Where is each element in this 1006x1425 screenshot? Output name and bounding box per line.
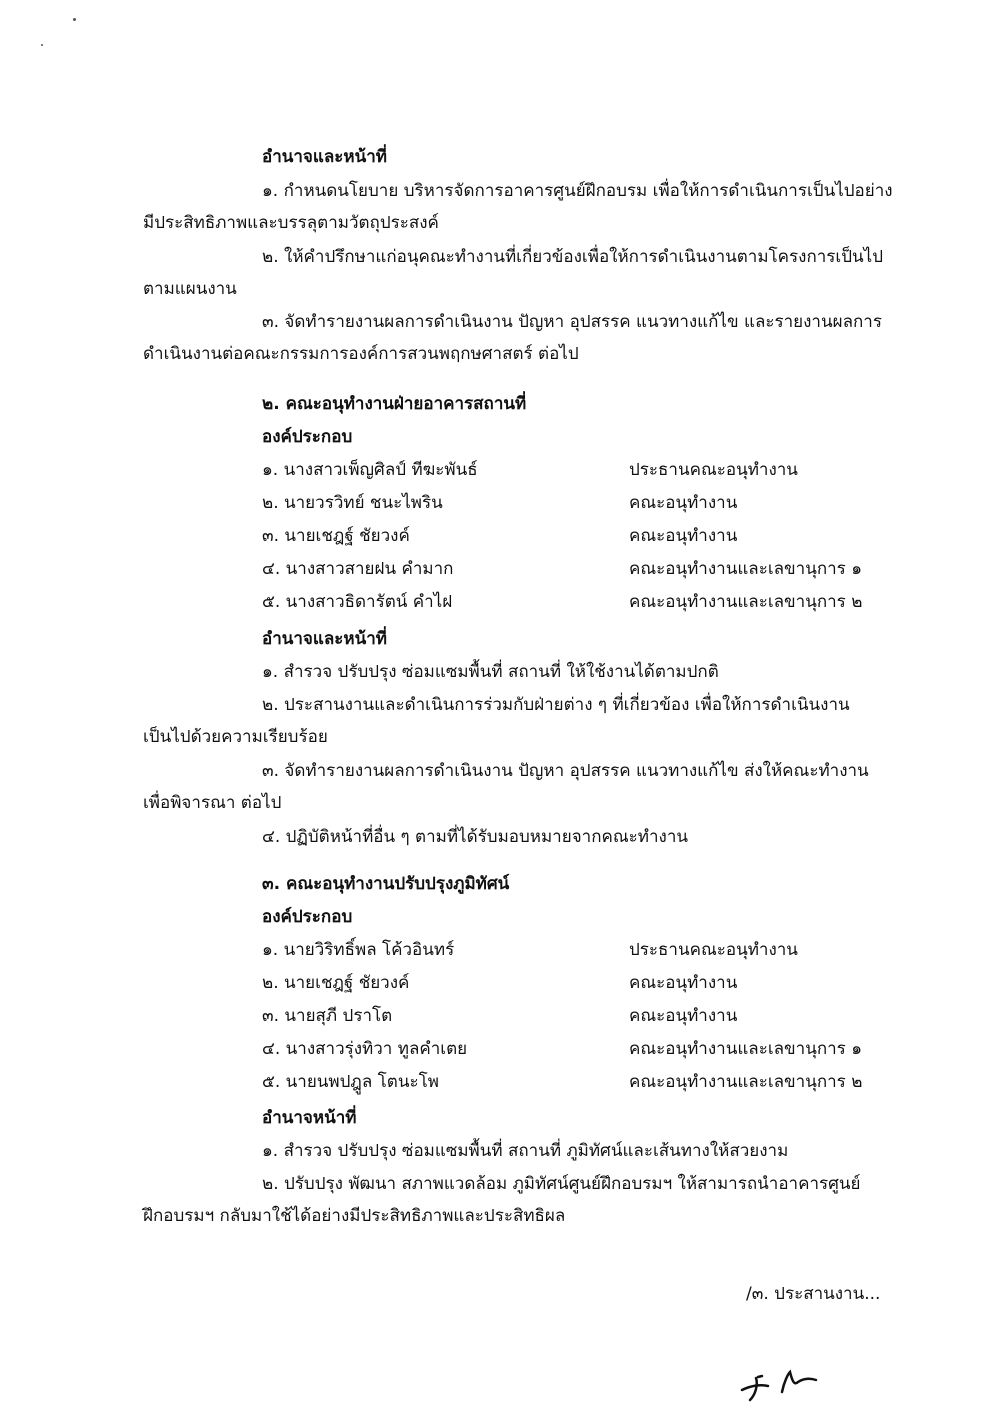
scan-speck xyxy=(41,44,43,46)
s3-member-4-role: คณะอนุทำงานและเลขานุการ ๑ xyxy=(629,1039,863,1059)
s2-duty-3-line-1: ๓. จัดทำรายงานผลการดำเนินงาน ปัญหา อุปสรรค แนวทางแก้ไข ส่งให้คณะทำงาน xyxy=(262,761,869,781)
s3-duty-1-line-1: ๑. สำรวจ ปรับปรุง ซ่อมแซมพื้นที่ สถานที่ ภูมิทัศน์และเส้นทางให้สวยงาม xyxy=(262,1141,789,1161)
s3-member-1-role: ประธานคณะอนุทำงาน xyxy=(629,940,798,960)
s1-duty-2-line-2: ตามแผนงาน xyxy=(143,279,237,299)
s1-duty-3-line-2: ดำเนินงานต่อคณะกรรมการองค์การสวนพฤกษศาสตร์ ต่อไป xyxy=(143,344,579,364)
s3-member-4-name: ๔. นางสาวรุ่งทิวา ทูลคำเตย xyxy=(262,1039,468,1059)
s2-member-1-role: ประธานคณะอนุทำงาน xyxy=(629,460,798,480)
s1-duty-2-line-1: ๒. ให้คำปรึกษาแก่อนุคณะทำงานที่เกี่ยวข้องเพื่อให้การดำเนินงานตามโครงการเป็นไป xyxy=(262,247,883,267)
s2-member-4-name: ๔. นางสาวสายฝน คำมาก xyxy=(262,559,454,579)
s1-duty-1-line-2: มีประสิทธิภาพและบรรลุตามวัตถุประสงค์ xyxy=(143,213,439,233)
s1-duty-1-line-1: ๑. กำหนดนโยบาย บริหารจัดการอาคารศูนย์ฝึกอบรม เพื่อให้การดำเนินการเป็นไปอย่าง xyxy=(262,181,893,201)
s3-duties-title: อำนาจหน้าที่ xyxy=(262,1108,357,1128)
s2-member-5-name: ๕. นางสาวธิดารัตน์ คำไฝ xyxy=(262,592,453,612)
scan-speck xyxy=(73,18,76,21)
s2-duty-2-line-2: เป็นไปด้วยความเรียบร้อย xyxy=(143,727,328,747)
s3-member-1-name: ๑. นายวิริทธิ์พล โค้วอินทร์ xyxy=(262,940,455,960)
s2-member-3-role: คณะอนุทำงาน xyxy=(629,526,738,546)
s2-duty-4-line-1: ๔. ปฏิบัติหน้าที่อื่น ๆ ตามที่ได้รับมอบหมายจากคณะทำงาน xyxy=(262,827,688,847)
s3-member-3-name: ๓. นายสุภี ปราโต xyxy=(262,1006,393,1026)
s3-member-5-name: ๕. นายนพปฎูล โตนะโพ xyxy=(262,1072,439,1092)
s2-duty-2-line-1: ๒. ประสานงานและดำเนินการร่วมกับฝ่ายต่าง ๆ ที่เกี่ยวข้อง เพื่อให้การดำเนินงาน xyxy=(262,695,850,715)
s2-title: ๒. คณะอนุทำงานฝ่ายอาคารสถานที่ xyxy=(262,394,527,414)
s3-member-5-role: คณะอนุทำงานและเลขานุการ ๒ xyxy=(629,1072,863,1092)
s3-composition-title: องค์ประกอบ xyxy=(262,907,353,927)
s2-duty-3-line-2: เพื่อพิจารณา ต่อไป xyxy=(143,793,282,813)
s3-duty-2-line-1: ๒. ปรับปรุง พัฒนา สภาพแวดล้อม ภูมิทัศน์ศูนย์ฝึกอบรมฯ ให้สามารถนำอาคารศูนย์ xyxy=(262,1174,861,1194)
s2-member-4-role: คณะอนุทำงานและเลขานุการ ๑ xyxy=(629,559,863,579)
s2-member-3-name: ๓. นายเชฎฐ์ ชัยวงค์ xyxy=(262,526,410,546)
s2-member-2-name: ๒. นายวรวิทย์ ชนะไพริน xyxy=(262,493,443,513)
s2-duty-1-line-1: ๑. สำรวจ ปรับปรุง ซ่อมแซมพื้นที่ สถานที่ ให้ใช้งานได้ตามปกติ xyxy=(262,662,719,682)
s2-member-2-role: คณะอนุทำงาน xyxy=(629,493,738,513)
s2-member-5-role: คณะอนุทำงานและเลขานุการ ๒ xyxy=(629,592,863,612)
s2-member-1-name: ๑. นางสาวเพ็ญศิลป์ ทีฆะพันธ์ xyxy=(262,460,478,480)
s3-member-3-role: คณะอนุทำงาน xyxy=(629,1006,738,1026)
s1-duties-title: อำนาจและหน้าที่ xyxy=(262,147,387,167)
signature-initials xyxy=(738,1368,818,1402)
s3-member-2-name: ๒. นายเชฎฐ์ ชัยวงค์ xyxy=(262,973,410,993)
s2-duties-title: อำนาจและหน้าที่ xyxy=(262,629,387,649)
s1-duty-3-line-1: ๓. จัดทำรายงานผลการดำเนินงาน ปัญหา อุปสรรค แนวทางแก้ไข และรายงานผลการ xyxy=(262,312,882,332)
s3-member-2-role: คณะอนุทำงาน xyxy=(629,973,738,993)
s3-title: ๓. คณะอนุทำงานปรับปรุงภูมิทัศน์ xyxy=(262,874,510,894)
s3-duty-2-line-2: ฝึกอบรมฯ กลับมาใช้ได้อย่างมีประสิทธิภาพและประสิทธิผล xyxy=(143,1206,566,1226)
continuation-note: /๓. ประสานงาน... xyxy=(746,1284,881,1304)
s2-composition-title: องค์ประกอบ xyxy=(262,427,353,447)
